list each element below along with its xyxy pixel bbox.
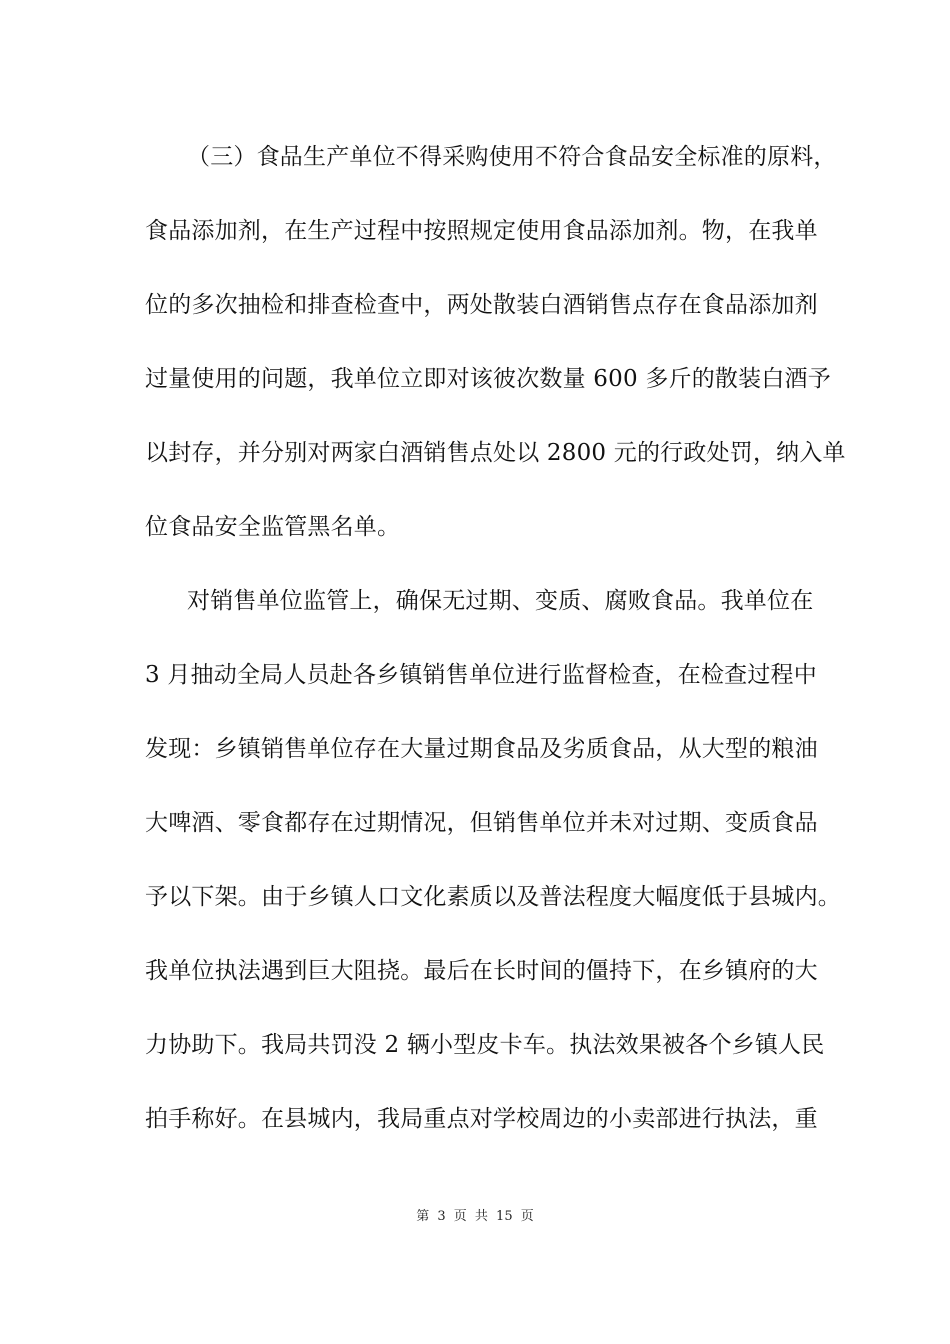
paragraph-line: 予以下架。由于乡镇人口文化素质以及普法程度大幅度低于县城内。 — [145, 884, 841, 910]
paragraph-line: 对销售单位监管上，确保无过期、变质、腐败食品。我单位在 — [187, 588, 814, 614]
paragraph-line: （三）食品生产单位不得采购使用不符合食品安全标准的原料， — [187, 144, 837, 170]
body-text — [145, 130, 846, 1166]
paragraph-line: 以封存，并分别对两家白酒销售点处以 2800 元的行政处罚，纳入单 — [145, 440, 846, 466]
paragraph-line: 我单位执法遇到巨大阻挠。最后在长时间的僵持下，在乡镇府的大 — [145, 958, 818, 984]
paragraph-line: 拍手称好。在县城内，我局重点对学校周边的小卖部进行执法，重 — [145, 1106, 818, 1132]
page-number-footer: 第 3 页 共 15 页 — [416, 1209, 534, 1224]
paragraph-line: 过量使用的问题，我单位立即对该彼次数量 600 多斤的散装白酒予 — [145, 366, 831, 392]
paragraph-line: 3 月抽动全局人员赴各乡镇销售单位进行监督检查，在检查过程中 — [145, 662, 817, 688]
paragraph-line: 食品添加剂，在生产过程中按照规定使用食品添加剂。物，在我单 — [145, 218, 818, 244]
paragraph-line: 位的多次抽检和排查检查中，两处散装白酒销售点存在食品添加剂 — [145, 292, 818, 318]
paragraph-line: 位食品安全监管黑名单。 — [145, 514, 401, 540]
paragraph-line: 发现：乡镇销售单位存在大量过期食品及劣质食品，从大型的粮油 — [145, 736, 818, 762]
paragraph-line: 大啤酒、零食都存在过期情况，但销售单位并未对过期、变质食品 — [145, 810, 818, 836]
paragraph-line: 力协助下。我局共罚没 2 辆小型皮卡车。执法效果被各个乡镇人民 — [145, 1032, 825, 1058]
